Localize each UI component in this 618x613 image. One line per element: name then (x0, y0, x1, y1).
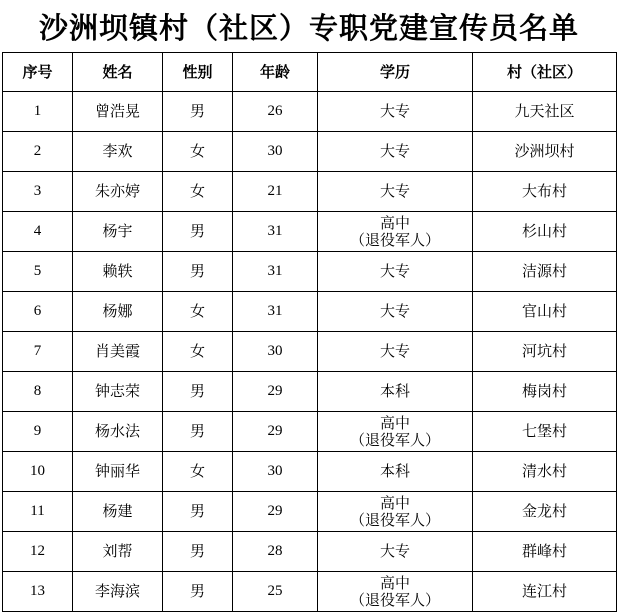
cell-index: 6 (3, 292, 73, 332)
header-gender: 性别 (163, 53, 233, 92)
table-row (3, 572, 617, 612)
cell-education: 大专 (318, 252, 473, 292)
cell-gender: 男 (163, 532, 233, 572)
table-row (3, 132, 617, 172)
cell-index: 9 (3, 412, 73, 452)
cell-education: 本科 (318, 372, 473, 412)
cell-education: 大专 (318, 132, 473, 172)
cell-name: 杨宇 (73, 212, 163, 252)
cell-index: 5 (3, 252, 73, 292)
table-row (3, 532, 617, 572)
cell-gender: 男 (163, 412, 233, 452)
table-row (3, 492, 617, 532)
cell-index: 4 (3, 212, 73, 252)
cell-index: 12 (3, 532, 73, 572)
cell-age: 30 (233, 452, 318, 492)
cell-gender: 男 (163, 212, 233, 252)
cell-education: 高中 （退役军人） (318, 492, 473, 532)
cell-index: 13 (3, 572, 73, 612)
document-title: 沙洲坝镇村（社区）专职党建宣传员名单 (38, 10, 579, 45)
cell-village: 七堡村 (473, 412, 617, 452)
cell-index: 1 (3, 92, 73, 132)
cell-name: 刘帮 (73, 532, 163, 572)
cell-village: 梅岗村 (473, 372, 617, 412)
table-row (3, 332, 617, 372)
cell-gender: 女 (163, 332, 233, 372)
cell-village: 沙洲坝村 (473, 132, 617, 172)
header-name: 姓名 (73, 53, 163, 92)
header-index: 序号 (3, 53, 73, 92)
cell-name: 钟丽华 (73, 452, 163, 492)
cell-gender: 男 (163, 252, 233, 292)
cell-gender: 男 (163, 492, 233, 532)
cell-name: 杨建 (73, 492, 163, 532)
cell-gender: 女 (163, 292, 233, 332)
table-row (3, 92, 617, 132)
cell-education: 大专 (318, 332, 473, 372)
cell-age: 28 (233, 532, 318, 572)
cell-index: 8 (3, 372, 73, 412)
cell-village: 河坑村 (473, 332, 617, 372)
cell-education: 大专 (318, 92, 473, 132)
cell-education: 本科 (318, 452, 473, 492)
cell-age: 25 (233, 572, 318, 612)
cell-age: 21 (233, 172, 318, 212)
cell-gender: 女 (163, 132, 233, 172)
cell-index: 11 (3, 492, 73, 532)
cell-age: 29 (233, 372, 318, 412)
cell-gender: 女 (163, 172, 233, 212)
cell-gender: 男 (163, 92, 233, 132)
cell-age: 29 (233, 492, 318, 532)
cell-village: 金龙村 (473, 492, 617, 532)
cell-index: 7 (3, 332, 73, 372)
cell-gender: 男 (163, 572, 233, 612)
header-village: 村（社区） (473, 53, 617, 92)
cell-village: 连江村 (473, 572, 617, 612)
cell-name: 杨水法 (73, 412, 163, 452)
cell-age: 29 (233, 412, 318, 452)
cell-education: 高中 （退役军人） (318, 412, 473, 452)
cell-name: 李海滨 (73, 572, 163, 612)
cell-village: 清水村 (473, 452, 617, 492)
cell-age: 31 (233, 252, 318, 292)
cell-index: 2 (3, 132, 73, 172)
cell-name: 曾浩晃 (73, 92, 163, 132)
cell-education: 高中 （退役军人） (318, 572, 473, 612)
table-row (3, 252, 617, 292)
cell-education: 大专 (318, 172, 473, 212)
cell-village: 群峰村 (473, 532, 617, 572)
cell-name: 李欢 (73, 132, 163, 172)
cell-education: 高中 （退役军人） (318, 212, 473, 252)
cell-village: 杉山村 (473, 212, 617, 252)
cell-gender: 男 (163, 372, 233, 412)
cell-education: 大专 (318, 532, 473, 572)
header-row (3, 53, 617, 92)
cell-gender: 女 (163, 452, 233, 492)
cell-name: 赖轶 (73, 252, 163, 292)
cell-name: 杨娜 (73, 292, 163, 332)
cell-name: 钟志荣 (73, 372, 163, 412)
header-education: 学历 (318, 53, 473, 92)
staff-table (2, 52, 617, 612)
table-body (3, 92, 617, 612)
cell-age: 30 (233, 132, 318, 172)
cell-name: 朱亦婷 (73, 172, 163, 212)
cell-village: 九天社区 (473, 92, 617, 132)
table-row (3, 452, 617, 492)
cell-age: 31 (233, 292, 318, 332)
table-row (3, 412, 617, 452)
table-row (3, 292, 617, 332)
table-row (3, 172, 617, 212)
cell-village: 官山村 (473, 292, 617, 332)
cell-name: 肖美霞 (73, 332, 163, 372)
cell-age: 31 (233, 212, 318, 252)
header-age: 年龄 (233, 53, 318, 92)
cell-education: 大专 (318, 292, 473, 332)
cell-village: 洁源村 (473, 252, 617, 292)
cell-index: 10 (3, 452, 73, 492)
table-row (3, 212, 617, 252)
table-row (3, 372, 617, 412)
cell-village: 大布村 (473, 172, 617, 212)
cell-age: 30 (233, 332, 318, 372)
cell-age: 26 (233, 92, 318, 132)
cell-index: 3 (3, 172, 73, 212)
